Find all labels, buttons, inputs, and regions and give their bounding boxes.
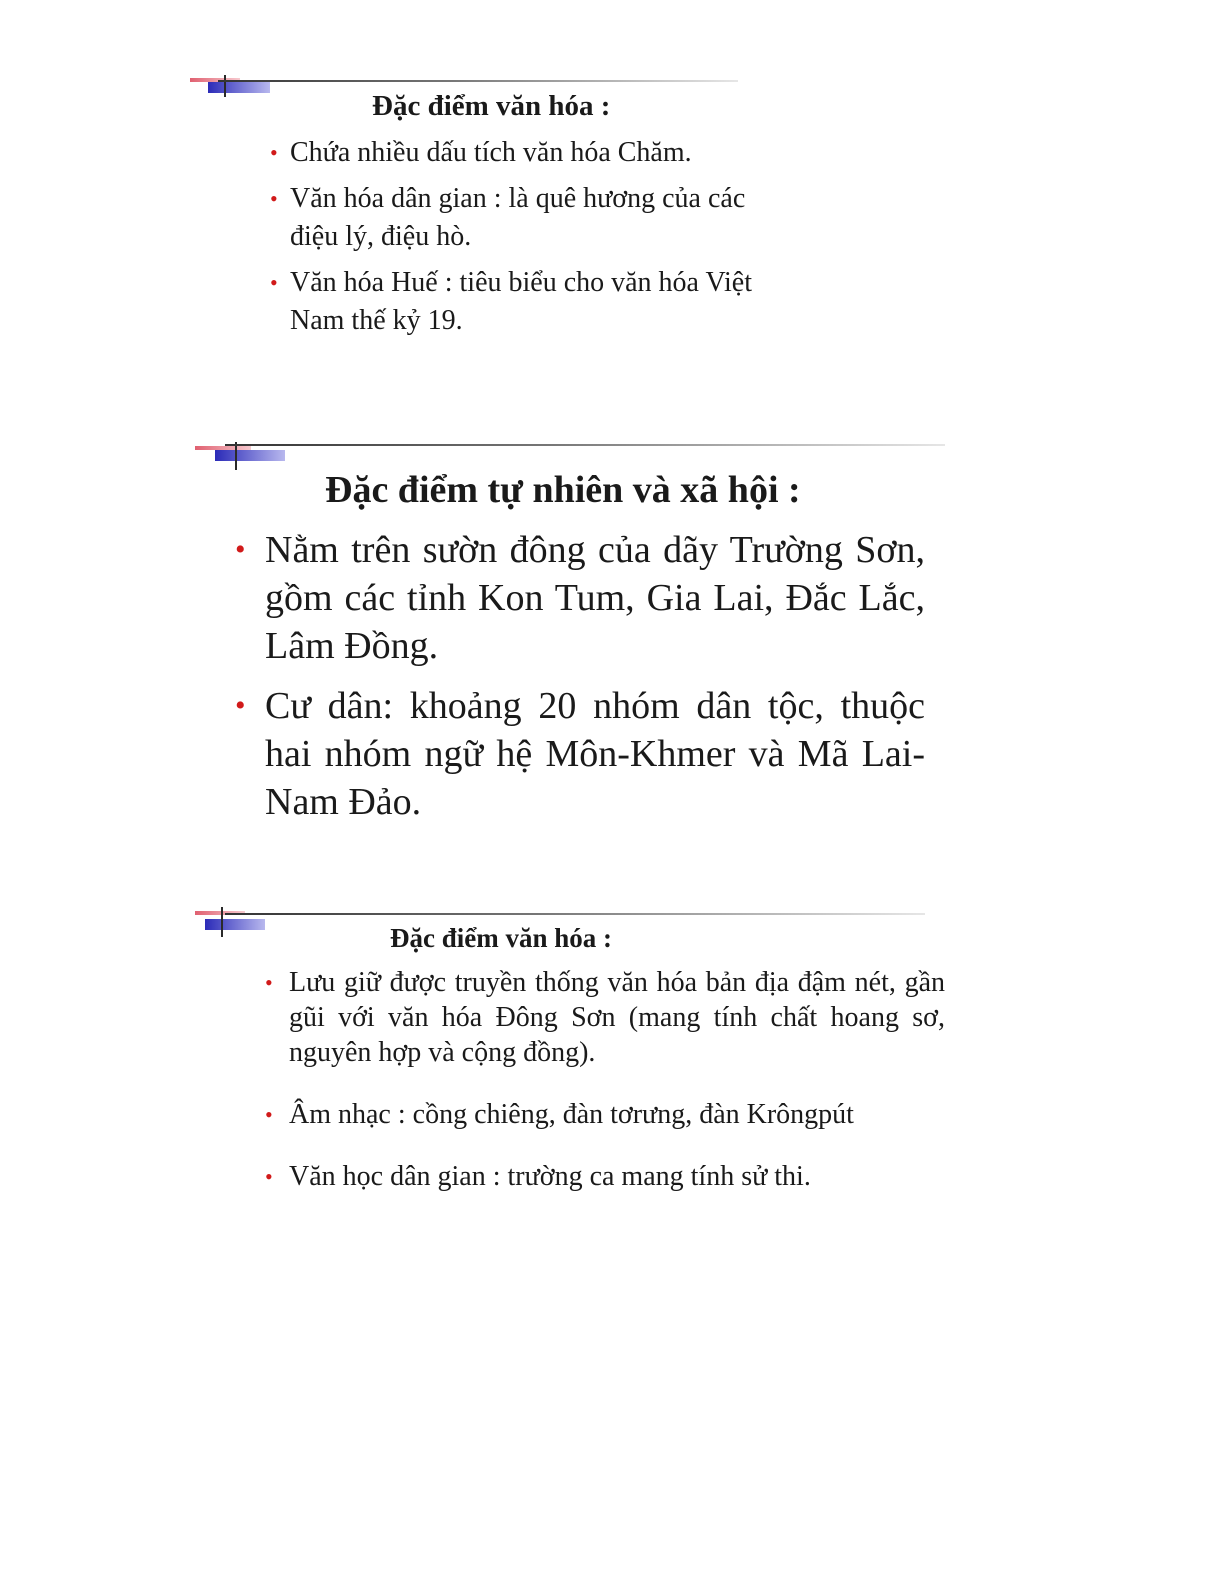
bullet-text: Lưu giữ được truyền thống văn hóa bản địa đậm nét, gần gũi với văn hóa Đông Sơn (mang tính chất hoang sơ, nguyên hợp và cộng đồng). bbox=[289, 967, 945, 1068]
bullet-list bbox=[270, 134, 770, 348]
list-item bbox=[265, 965, 945, 1070]
bullet-icon: • bbox=[270, 270, 278, 295]
bullet-icon: • bbox=[235, 689, 246, 722]
list-item bbox=[235, 526, 925, 670]
title-rule bbox=[225, 444, 945, 446]
title-rule bbox=[225, 913, 925, 915]
bullet-icon: • bbox=[270, 186, 278, 211]
list-item bbox=[265, 1097, 945, 1132]
bullet-text: Văn hóa dân gian : là quê hương của các điệu lý, điệu hò. bbox=[290, 183, 746, 252]
bullet-text: Văn học dân gian : trường ca mang tính sử thi. bbox=[289, 1161, 811, 1192]
bullet-icon: • bbox=[265, 1102, 273, 1127]
slide-title: Đặc điểm văn hóa : bbox=[372, 90, 611, 122]
bullet-text: Cư dân: khoảng 20 nhóm dân tộc, thuộc hai nhóm ngữ hệ Môn-Khmer và Mã Lai-Nam Đảo. bbox=[265, 685, 925, 823]
list-item bbox=[265, 1159, 945, 1194]
bullet-icon: • bbox=[265, 1164, 273, 1189]
list-item bbox=[270, 264, 760, 340]
list-item bbox=[235, 682, 925, 826]
slide-title: Đặc điểm văn hóa : bbox=[390, 923, 612, 953]
list-item bbox=[270, 134, 760, 172]
bullet-icon: • bbox=[235, 533, 246, 566]
slide-decoration-icon bbox=[195, 438, 285, 468]
title-rule bbox=[218, 80, 738, 82]
slide-decoration-icon bbox=[190, 72, 280, 102]
slide-title: Đặc điểm tự nhiên và xã hội : bbox=[325, 469, 801, 511]
slide-2 bbox=[195, 438, 955, 838]
bullet-text: Văn hóa Huế : tiêu biểu cho văn hóa Việt Nam thế kỷ 19. bbox=[290, 267, 752, 336]
slide-1 bbox=[190, 72, 790, 372]
list-item bbox=[270, 180, 760, 256]
slide-3 bbox=[195, 905, 955, 1225]
slide-decoration-icon bbox=[195, 905, 285, 935]
bullet-icon: • bbox=[265, 970, 273, 995]
bullet-text: Chứa nhiều dấu tích văn hóa Chăm. bbox=[290, 137, 692, 168]
bullet-text: Âm nhạc : cồng chiêng, đàn tơrưng, đàn Krôngpút bbox=[289, 1099, 854, 1130]
bullet-icon: • bbox=[270, 140, 278, 165]
bullet-list bbox=[235, 526, 925, 838]
bullet-list bbox=[265, 965, 945, 1221]
bullet-text: Nằm trên sườn đông của dãy Trường Sơn, gồm các tỉnh Kon Tum, Gia Lai, Đắc Lắc, Lâm Đồng. bbox=[265, 529, 925, 667]
